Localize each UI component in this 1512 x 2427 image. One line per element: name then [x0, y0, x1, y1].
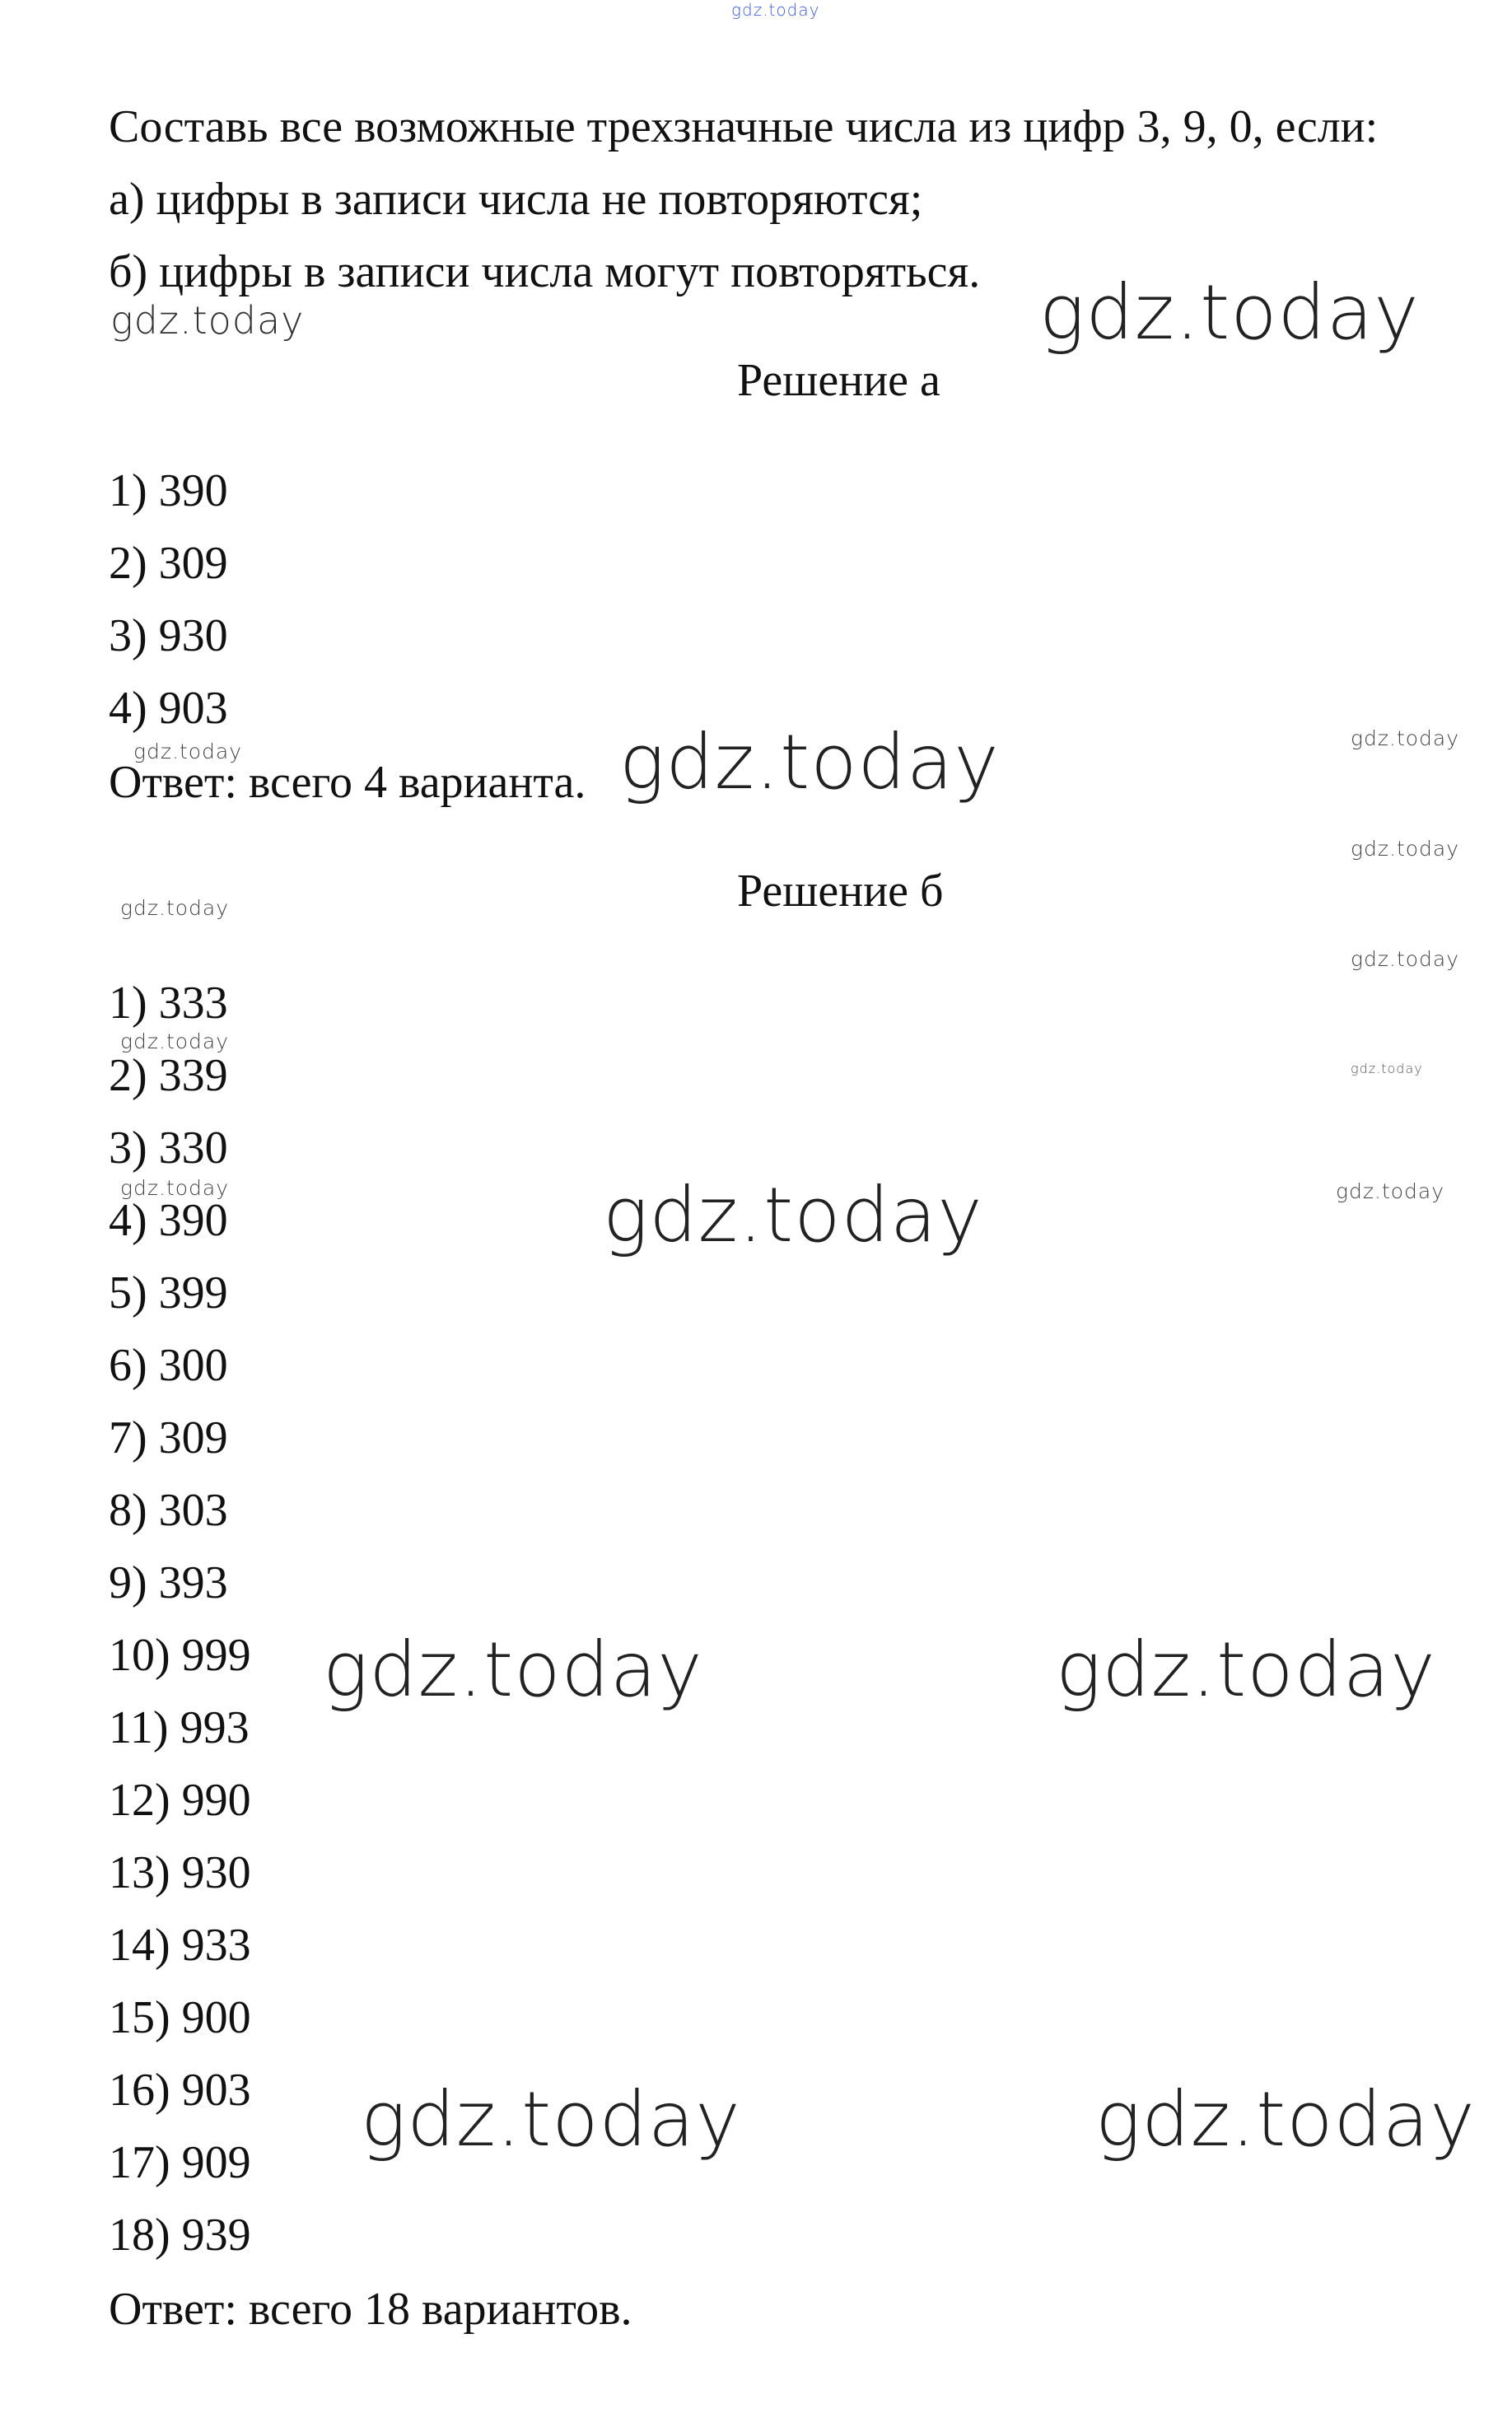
solution-a-item: 4) 903: [109, 683, 228, 734]
solution-b-answer: Ответ: всего 18 вариантов.: [109, 2284, 632, 2335]
solution-b-item: 12) 990: [109, 1775, 251, 1826]
watermark: gdz.today: [1351, 1061, 1423, 1076]
solution-b-item: 3) 330: [109, 1122, 228, 1174]
solution-b-item: 17) 909: [109, 2137, 251, 2188]
solution-a-item: 1) 390: [109, 465, 228, 516]
watermark: gdz.today: [120, 896, 230, 920]
watermark: gdz.today: [1039, 268, 1420, 357]
watermark: gdz.today: [120, 1176, 230, 1200]
solution-b-item: 6) 300: [109, 1340, 228, 1391]
solution-b-item: 14) 933: [109, 1920, 251, 1971]
watermark: gdz.today: [1056, 1626, 1436, 1714]
solution-b-item: 1) 333: [109, 978, 228, 1029]
solution-a-item: 3) 930: [109, 610, 228, 661]
watermark: gdz.today: [323, 1626, 703, 1714]
solution-a-heading: Решение а: [737, 355, 940, 406]
solution-b-item: 10) 999: [109, 1630, 251, 1681]
solution-b-heading: Решение б: [737, 866, 944, 917]
solution-a-answer: Ответ: всего 4 варианта.: [109, 757, 586, 808]
watermark: gdz.today: [120, 1029, 230, 1053]
watermark: gdz.today: [1351, 947, 1460, 971]
watermark-top: gdz.today: [731, 0, 820, 20]
solution-a-item: 2) 309: [109, 538, 228, 589]
solution-b-item: 5) 399: [109, 1267, 228, 1319]
watermark: gdz.today: [1095, 2075, 1476, 2163]
watermark: gdz.today: [361, 2075, 741, 2163]
problem-case-a: а) цифры в записи числа не повторяются;: [109, 174, 923, 225]
watermark: gdz.today: [133, 740, 243, 763]
problem-case-b: б) цифры в записи числа могут повторяться.: [109, 246, 981, 297]
solution-b-item: 18) 939: [109, 2210, 251, 2261]
problem-statement: Составь все возможные трехзначные числа из цифр 3, 9, 0, если:: [109, 101, 1379, 152]
solution-b-item: 15) 900: [109, 1992, 251, 2043]
watermark: gdz.today: [603, 1171, 983, 1259]
watermark: gdz.today: [1351, 726, 1460, 750]
solution-b-item: 11) 993: [109, 1702, 250, 1753]
solution-b-item: 16) 903: [109, 2065, 251, 2116]
watermark: gdz.today: [1336, 1179, 1445, 1203]
watermark: gdz.today: [619, 718, 1000, 806]
solution-b-item: 13) 930: [109, 1847, 251, 1898]
watermark: gdz.today: [1351, 837, 1460, 861]
solution-b-item: 2) 339: [109, 1050, 228, 1101]
solution-b-item: 9) 393: [109, 1557, 228, 1608]
solution-b-item: 4) 390: [109, 1195, 228, 1246]
solution-b-item: 8) 303: [109, 1485, 228, 1536]
solution-b-item: 7) 309: [109, 1412, 228, 1463]
watermark: gdz.today: [110, 298, 305, 343]
